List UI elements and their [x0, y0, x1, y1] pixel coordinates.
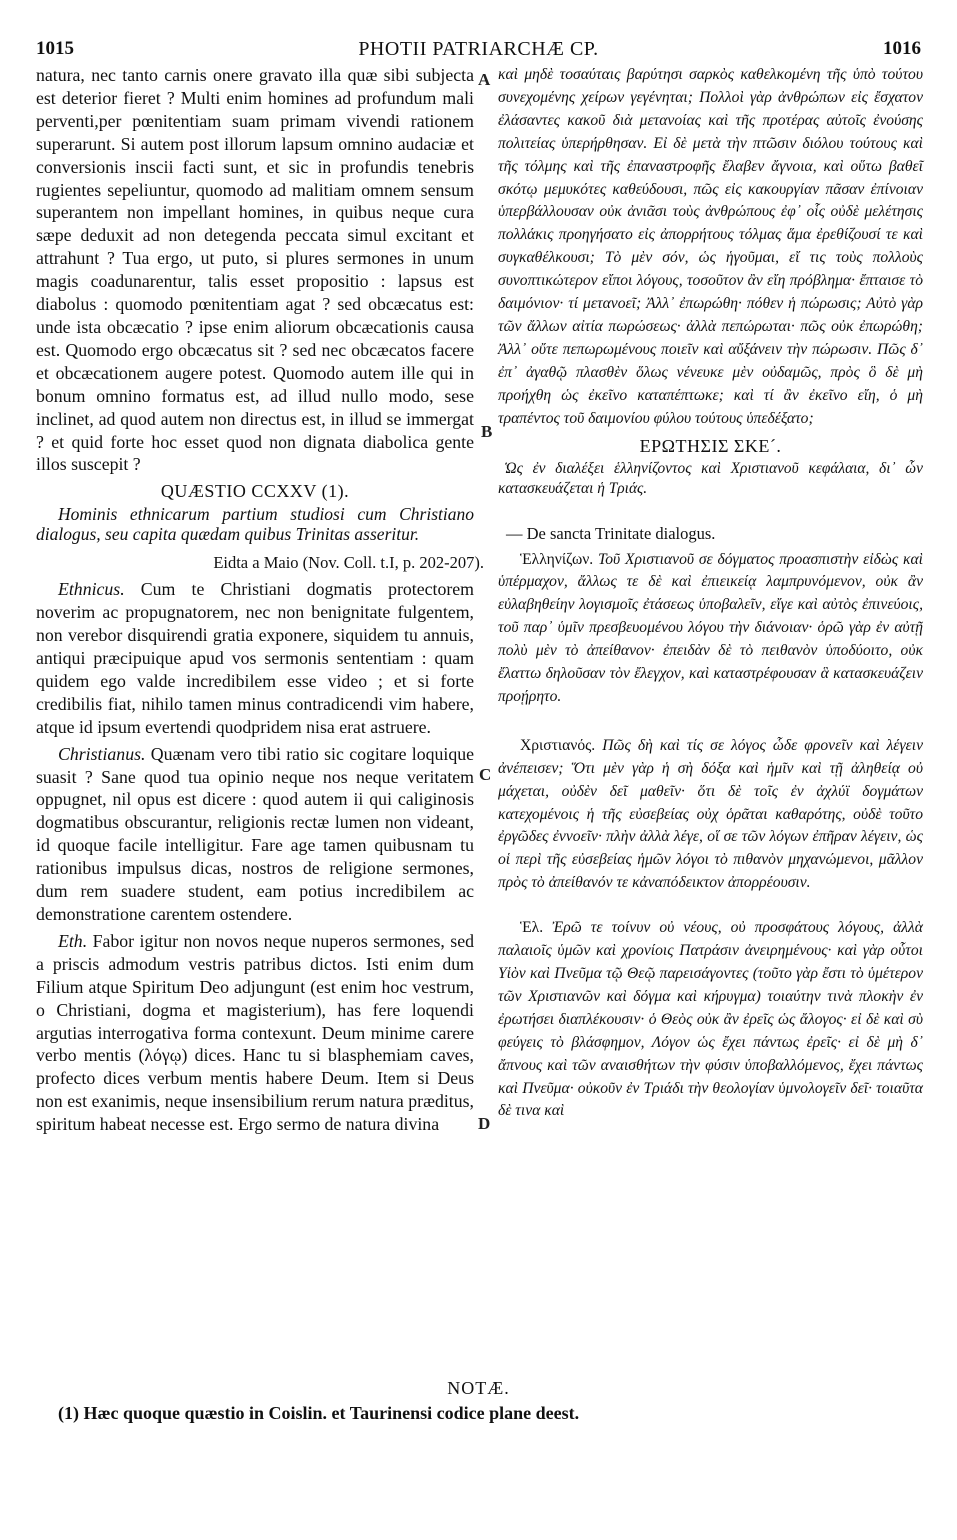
greek-paragraph-el [498, 917, 923, 1123]
margin-letter-b: B [481, 422, 493, 441]
greek-paragraph-christianos [498, 735, 923, 895]
speaker-christianos: Χριστιανός. [520, 736, 596, 754]
latin-question-subtitle: Hominis ethnicarum partium studiosi cum Christiano dialogus, seu capita quædam quibus Trinitas asseritur. [36, 504, 474, 545]
speaker-eth: Eth. [58, 930, 88, 951]
margin-letter-a: A [478, 70, 491, 89]
latin-question-title: QUÆSTIO CCXXV (1). [160, 481, 350, 502]
page-number-right: 1016 [883, 38, 921, 59]
speaker-ethnicus: Ethnicus. [58, 579, 125, 600]
latin-column [36, 64, 484, 1136]
hellenizon-text: Τοῦ Χριστιανοῦ σε δόγματος προασπιστὴν εἰδὼς καὶ ὑπέρμαχον, ἄλλως τε δὲ καὶ ἐπιεικείᾳ λαμπρυνόμενον, οὐκ ἂν εὐλαβηθείην λογισμοῖς ἐτάσεως ὑποβαλεῖν, εἴγε καὶ αὐτὸς ἐπινεύοις, τοῦ παρ᾽ ὑμῖν πρεσβευομένου λόγου τὴν διάνοιαν· ὁρῶ γὰρ ἐν αὐτῇ πολὺ μὲν τὸ ἀπείθανον· ἐπειδὰν δὲ τὸ πειθανὸν ὑποδύοιτο, οὐκ ἔλαττω δηλοῦσαν τὸν ἔλεγχον, καὶ καταστρέφουσαν ἃ κατασκευάζειν προῄρητο. [498, 550, 923, 705]
el-text: Ἐρῶ τε τοίνυν οὐ νέους, οὐ προσφάτους λόγους, ἀλλὰ παλαιοῖς ὑμῶν καὶ χρονίοις Πατράσιν ἀνειρημένους· καὶ γὰρ οὗτοι Υἱὸν καὶ Πνεῦμα τῷ Θεῷ παρεισάγοντες (τοῦτο γὰρ ἔστι τὸ ὑμέτερον τῶν Χριστιανῶν καὶ δόγμα καὶ κήρυγμα) τοιαύτην τινὰ πλοκὴν ἐν ἐρωτήσει διαπλέκουσιν· ὁ Θεὸς οὐκ ἂν ἐρεῖς ὡς ἄλογος· εἰ δὲ καὶ σὺ φεύγεις τὸ βλάσφημον, Λόγον ὡς ἔχει πάντως ἐρεῖς· εἰ δὲ μὴ δ᾽ ἄπνους καὶ τῶν αναισθήτων τὴν φύσιν ὑποβαλλόμενος, ἔχει πάντως καὶ Πνεῦμα· οὐκοῦν ἐν Τριάδι τὴν θεολογίαν ὑμνολογεῖν δεῖ· τοιαῦτα δὲ τινα καὶ [498, 919, 923, 1120]
footnote: (1) Hæc quoque quæstio in Coislin. et Taurinensi codice plane deest. [58, 1403, 580, 1423]
ethnicus-text: Cum te Christiani dogmatis protectorem noverim ac propugnatorem, nec non benignitate fulgentem, non verebor disquirendi gratia exponere, siquidem tu annuis, antiqui præcipuique apud vos sermonis sententiam : quam quidem ego valde incredibilem esse video ; et si forte credibilis fiat, nihilo tamen minus contradicendi vim habere, atque id ipsum evertendi quodpridem nisa erat astruere. [36, 579, 474, 737]
speaker-christianus: Christianus. [58, 743, 146, 764]
margin-letter-d: D [478, 1114, 491, 1133]
greek-question-title: ΕΡΩΤΗΣΙΣ ΣΚΕ´. [639, 435, 782, 456]
greek-column [498, 64, 923, 1123]
page-header [36, 38, 921, 64]
latin-paragraph-eth [36, 930, 474, 1136]
christianos-text: Πῶς δὴ καὶ τίς σε λόγος ὧδε φρονεῖν καὶ λέγειν ἀνέπεισεν; Ὅτι μὲν γὰρ ἡ σὴ δόξα καὶ ἡμῖν καὶ τῇ ἀληθείᾳ οὐ μάχεται, οὐδὲν δεῖ μαθεῖν· ὅτι δὲ τοῖς ἐν ἀχλύϊ δογμάτων κατεχομένοις ἡ τῆς εὐσεβείας οὐχ ὁρᾶται καθαρότης, οὐδὲ τοῦτο ἐργῶδες ἐννοεῖν· πλὴν ἀλλὰ λέγε, οἵ σε τῶν λόγων ἐπῆραν λέγειν, ὡς οἱ περὶ τῆς εὐσεβείας ἡμῶν λόγοι τὸ πιθανὸν μηχανώμενοι, μᾶλλον πρὸς τὸ ἀπείθανόν τε κἀναπόδεικτον ἀπορρέουσιν. [498, 736, 923, 892]
running-title: PHOTII PATRIARCHÆ CP. [358, 38, 599, 60]
notes-heading: NOTÆ. [447, 1378, 510, 1398]
eth-text: Fabor igitur non novos neque nuperos sermones, sed a priscis admodum vestris patribus dictos. Isti enim dum Filium atque Spiritum Deo adjungunt (est enim hoc vestrum, o Christiani, dogma et magisterium), has fere loquendi argutias interrogativa forma contexunt. Deum minime carere verbo mentis (λόγῳ) dices. Hanc tu si blasphemiam caves, profecto dices verbum mentis habere Deum. Item si Deus non est exanimis, neque insensibilium rerum natura præditus, spiritum habeat necesse est. Ergo sermo de natura divina [36, 930, 474, 1135]
latin-paragraph-opening: natura, nec tanto carnis onere gravato illa quæ sibi subjecta est deterior fieret ? Multi enim homines ad profundum mali perventi,per pœnitentiam suam primam vivendi rationem superarunt. Si autem post illorum lapsum omnino audaciæ et conversionis inscii facti sunt, et sic in profundis tenebris rugientes sepeliuntur, quomodo ad malitiam omnem sensum superantem non impellant homines, in quibus neque cura sæpe deduxit ad non detegenda peccata simul excitant et attrahunt ? Tua ergo, ut puto, si plures sermones in unum magis coadunarentur, talis esset propositio : lapsus est diabolus : quomodo pœnitentiam agat ? sed obcæcatus est: unde ista obcæcatio ? ipse enim aliorum obcæcationis causa est. Quomodo ergo obcæcatus sit ? sed nec obcæcatos facere et obcæcationem augere potest. Quomodo autem ille qui in bonum omnino formatus est, ad illud nullo modo, sese inclinet, ad quod autem non directus est, in illud se immergat ? et quid forte hoc esset quod non dignata diabolica gente illos suscepit ? [36, 65, 474, 475]
greek-paragraph-opening: καὶ μηδὲ τοσαύταις βαρύτησι σαρκὸς καθελκομένη τῆς ὑπὸ τούτου συνεχομένης χείρων γεγένηται; Πολλοὶ γὰρ ἀνθρώπων εἰς ἔσχατον ἐλάσαντες κακοῦ διὰ μετανοίας καὶ τῆς προτέρας αὐτοῖς ἐνούσης πολιτείας ὑπερήρθησαν. Εἰ δὲ μετὰ τὴν πτῶσιν διόλου τούτους καὶ τῆς τόλμης καὶ τῆς ἐπαναστροφῆς ἔλαβεν ἄγνοια, καὶ οὕτω βαθεῖ σκότῳ μεμυκότες καθεύδουσι, πῶς εἰς κακουργίαν πᾶσαν ἐπίνοιαν ὑπερβάλλουσαν οὐκ ἀνιᾶσι τοὺς ἀνθρώπους ἐφ᾽ οἷς οὐδὲ μελέτησις πολλάκις προηγήσατο εἰς ἀπορρήτους τόλμας ἅμα ἐρεθίζουσί τε καὶ συγκαθέλκουσι; Τὸ μὲν σόν, ὡς ἡγοῦμαι, εἴ τις τοὺς πολλοὺς συνοπτικώτερον εἴποι λόγους, τοσοῦτον ἂν εἴη πρόβλημα· ἔπταισε τὸ δαιμόνιον· τί μετανοεῖ; Ἀλλ᾽ ἐπωρώθη· πόθεν ἡ πώρωσις; Αὐτὸ γὰρ τῶν ἄλλων αἰτία πωρώσεως· ἀλλὰ πεπώρωται· πῶς οὐκ ἐπωρώθη; Ἀλλ᾽ οὔτε πεπωρωμένους ποιεῖν καὶ αὔξάνειν τὴν πώρωσιν. Πῶς δ᾽ ἐπ᾽ ἀγαθῷ πλασθὲν ὅλως νένευκε μὲν οὐδαμῶς, πρὸς ὃ δὲ μὴ προήχθη ὡς ἐκεῖνο καταπέπτωκε; καὶ τί ἂν ἐκεῖνο εἴη, ὁ μὴ τραπέντος τοῦ δαιμονίου φύλου τούτους ὑπεδέξατο; [498, 66, 923, 427]
latin-source-note: Eidta a Maio (Nov. Coll. t.I, p. 202-207). [213, 553, 484, 573]
speaker-hellenizon: Ἑλληνίζων. [520, 550, 594, 568]
speaker-el: Ἑλ. [520, 919, 544, 937]
greek-question-subtitle: Ὡς ἐν διαλέξει ἑλληνίζοντος καὶ Χριστιανοῦ κεφάλαια, δι᾽ ὧν κατασκευάζεται ἡ Τριάς. [498, 459, 923, 497]
margin-letter-c: C [479, 765, 492, 784]
greek-source-note: — De sancta Trinitate dialogus. [506, 523, 716, 543]
christianus-text: Quænam vero tibi ratio sic cogitare loquique suasit ? Sane quod tua opinio neque nos neque veritatem oppugnet, nil opus est dicere : quod autem ii qui caliginosis dogmatibus obscurantur, religionis rectæ lumen non videant, id quoque facile intelligitur. Fare age tamen quibusnam tu rationibus impulsus dicas, nostros de religione sermones, dum rem suadere student, eam potius incredibilem ac demonstratione carentem ostendere. [36, 743, 474, 924]
latin-paragraph-christianus [36, 743, 474, 926]
latin-paragraph-ethnicus [36, 578, 474, 738]
greek-paragraph-hellenizon [498, 549, 923, 709]
page-number-left: 1015 [36, 38, 74, 59]
